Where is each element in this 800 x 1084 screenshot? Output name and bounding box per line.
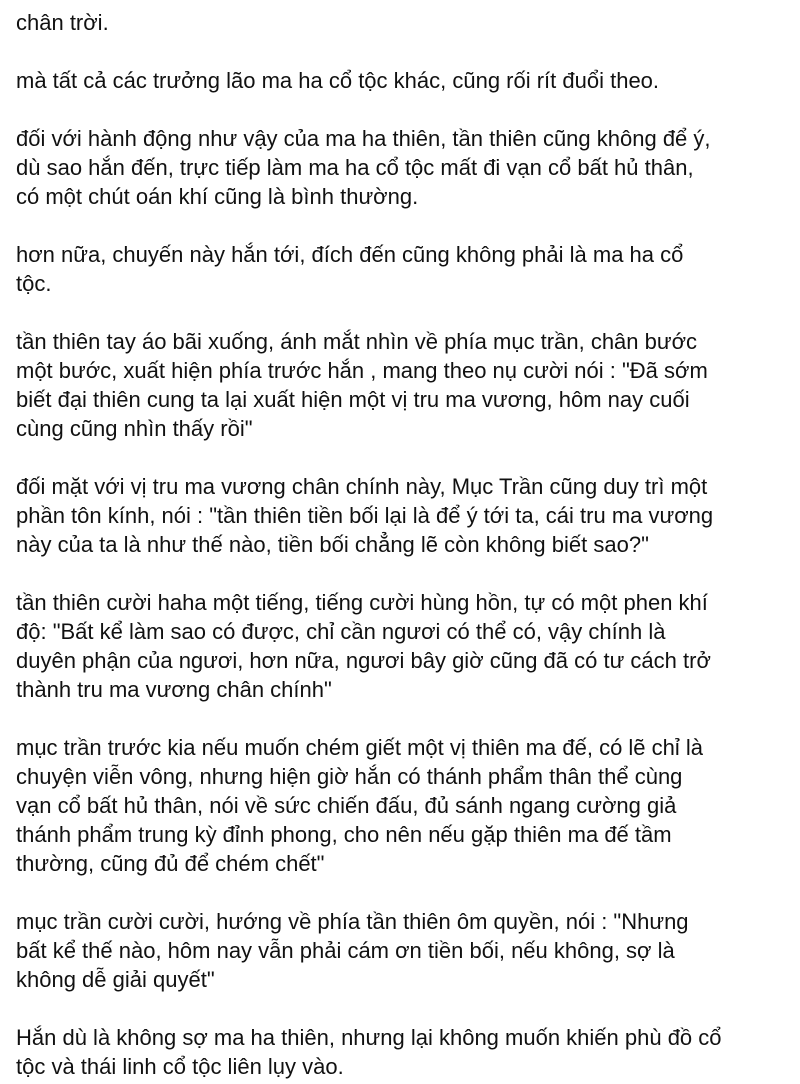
paragraph — [16, 327, 792, 443]
text-line: thành tru ma vương chân chính" — [16, 677, 332, 702]
text-line: mục trần cười cười, hướng về phía tần thiên ôm quyền, nói : "Nhưng — [16, 909, 689, 934]
text-line: tộc và thái linh cổ tộc liên lụy vào. — [16, 1054, 344, 1079]
text-line: hơn nữa, chuyến này hắn tới, đích đến cũng không phải là ma ha cổ — [16, 242, 684, 267]
text-line: đối với hành động như vậy của ma ha thiên, tần thiên cũng không để ý, — [16, 126, 711, 151]
text-line: tộc. — [16, 271, 52, 296]
paragraph — [16, 124, 792, 211]
paragraph — [16, 1023, 792, 1081]
paragraph — [16, 907, 792, 994]
text-line: này của ta là như thế nào, tiền bối chẳng lẽ còn không biết sao?" — [16, 532, 649, 557]
text-line: mục trần trước kia nếu muốn chém giết một vị thiên ma đế, có lẽ chỉ là — [16, 735, 704, 760]
paragraph — [16, 240, 792, 298]
text-line: bất kể thế nào, hôm nay vẫn phải cám ơn tiền bối, nếu không, sợ là — [16, 938, 675, 963]
text-line: chuyện viễn vông, nhưng hiện giờ hắn có thánh phẩm thân thể cùng — [16, 764, 683, 789]
text-line: Hắn dù là không sợ ma ha thiên, nhưng lại không muốn khiến phù đồ cổ — [16, 1025, 722, 1050]
text-line: thánh phẩm trung kỳ đỉnh phong, cho nên nếu gặp thiên ma đế tầm — [16, 822, 672, 847]
text-line: độ: "Bất kể làm sao có được, chỉ cần ngươi có thể có, vậy chính là — [16, 619, 666, 644]
text-line: dù sao hắn đến, trực tiếp làm ma ha cổ tộc mất đi vạn cổ bất hủ thân, — [16, 155, 694, 180]
text-line: tần thiên cười haha một tiếng, tiếng cười hùng hồn, tự có một phen khí — [16, 590, 708, 615]
paragraph — [16, 66, 792, 95]
text-line: phần tôn kính, nói : "tần thiên tiền bối lại là để ý tới ta, cái tru ma vương — [16, 503, 714, 528]
paragraph — [16, 733, 792, 878]
text-line: đối mặt với vị tru ma vương chân chính này, Mục Trần cũng duy trì một — [16, 474, 708, 499]
text-line: duyên phận của ngươi, hơn nữa, ngươi bây giờ cũng đã có tư cách trở — [16, 648, 711, 673]
text-line: không dễ giải quyết" — [16, 967, 215, 992]
text-line: cùng cũng nhìn thấy rồi" — [16, 416, 253, 441]
text-line: vạn cổ bất hủ thân, nói về sức chiến đấu, đủ sánh ngang cường giả — [16, 793, 677, 818]
paragraph — [16, 8, 792, 37]
text-line: có một chút oán khí cũng là bình thường. — [16, 184, 419, 209]
text-line: tần thiên tay áo bãi xuống, ánh mắt nhìn về phía mục trần, chân bước — [16, 329, 698, 354]
text-line: biết đại thiên cung ta lại xuất hiện một vị tru ma vương, hôm nay cuối — [16, 387, 690, 412]
document-page — [16, 8, 792, 1081]
paragraph — [16, 472, 792, 559]
paragraph — [16, 588, 792, 704]
text-line: mà tất cả các trưởng lão ma ha cổ tộc khác, cũng rối rít đuổi theo. — [16, 68, 660, 93]
text-line: chân trời. — [16, 10, 109, 35]
text-line: một bước, xuất hiện phía trước hắn , mang theo nụ cười nói : "Đã sớm — [16, 358, 708, 383]
text-line: thường, cũng đủ để chém chết" — [16, 851, 325, 876]
